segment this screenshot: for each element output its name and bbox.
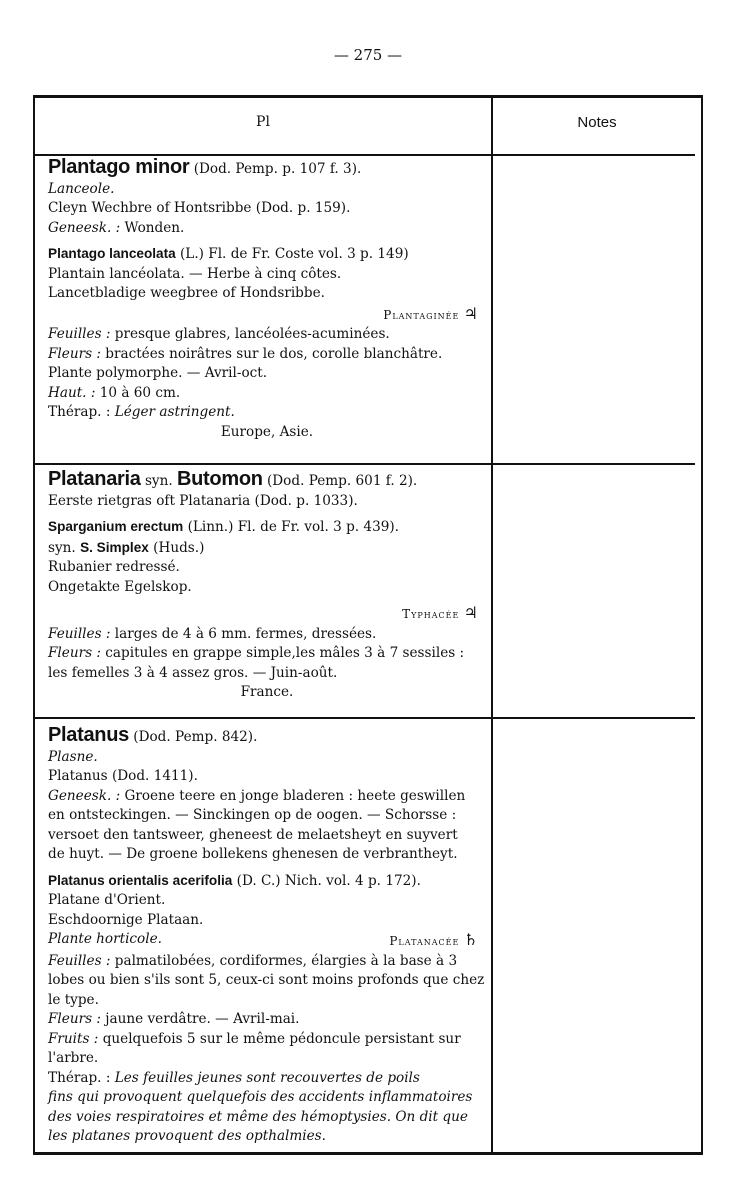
entry-heading: Platanus (Dod. Pemp. 842). [48, 724, 258, 746]
text-line: Plante polymorphe. — Avril-oct. [48, 365, 268, 381]
text-line: syn. S. Simplex (Huds.) [48, 539, 205, 556]
header-plant-column: Pl [256, 114, 270, 130]
text-line: fins qui provoquent quelquefois des accidents inflammatoires [48, 1089, 473, 1105]
text-line: Thérap. : Léger astringent. [48, 404, 235, 420]
entry-heading: Platanaria syn. Butomon (Dod. Pemp. 601 f. 2). [48, 468, 418, 490]
text-line: Fleurs : capitules en grappe simple,les mâles 3 à 7 sessiles : [48, 645, 465, 661]
text-line: Plante horticole. Platanacée ♄ [48, 930, 478, 949]
header-notes-column: Notes [577, 114, 617, 131]
text-line: Eerste rietgras oft Platanaria (Dod. p. 1033). [48, 492, 358, 509]
text-line: le type. [48, 991, 99, 1008]
notes-divider-1 [493, 463, 695, 465]
text-line: Haut. : 10 à 60 cm. [48, 384, 181, 401]
distribution: Europe, Asie. [220, 423, 314, 440]
text-line: Plantain lancéolata. — Herbe à cinq côtes. [48, 265, 342, 282]
text-line: versoet den tantsweer, gheneest de melaetsheyt en suyvert [48, 826, 458, 843]
section-divider-1 [35, 463, 491, 465]
notes-divider-2 [493, 717, 695, 719]
text-line: des voies respiratoires et même des hémoptysies. On dit que [48, 1108, 468, 1125]
text-line: Platane d'Orient. [48, 892, 166, 908]
text-line: Feuilles : presque glabres, lancéolées-acuminées. [48, 326, 390, 342]
text-line: en ontsteckingen. — Sinckingen op de oogen. — Schorsse : [48, 807, 457, 823]
text-line: Feuilles : palmatilobées, cordiformes, élargies à la base à 3 [48, 952, 458, 969]
perennial-symbol-icon: ♃ [463, 303, 478, 323]
text-line: de huyt. — De groene bollekens ghenesen de verbrantheyt. [48, 846, 458, 862]
text-line: Feuilles : larges de 4 à 6 mm. fermes, dressées. [48, 625, 377, 642]
text-line: Eschdoornige Plataan. [48, 911, 204, 928]
text-line: Sparganium erectum (Linn.) Fl. de Fr. vol. 3 p. 439). [48, 519, 400, 535]
page-number: — 275 — [333, 46, 403, 64]
entry-platanaria [48, 470, 486, 703]
text-line: Fleurs : bractées noirâtres sur le dos, corolle blanchâtre. [48, 345, 443, 362]
perennial-symbol-icon: ♃ [463, 603, 478, 622]
text-line: Rubanier redressé. [48, 559, 180, 575]
text-line: les femelles 3 à 4 assez gros. — Juin-août. [48, 664, 338, 681]
vernacular-name: Lanceole. [48, 180, 115, 197]
distribution: France. [240, 684, 294, 700]
text-line: Geneesk. : Wonden. [48, 219, 185, 236]
text-line: Platanus (Dod. 1411). [48, 768, 198, 784]
column-divider [491, 97, 493, 1153]
vernacular-name: Plasne. [48, 748, 98, 765]
text-line: Ongetakte Egelskop. [48, 578, 192, 595]
entry-plantago [48, 158, 486, 442]
text-line: Geneesk. : Groene teere en jonge bladeren : heete geswillen [48, 787, 466, 804]
text-line: Thérap. : Les feuilles jeunes sont recouvertes de poils [48, 1069, 420, 1086]
text-line: Platanus orientalis acerifolia (D. C.) Nich. vol. 4 p. 172). [48, 872, 421, 889]
section-divider-2 [35, 717, 491, 719]
entry-platanus [48, 726, 486, 1147]
text-line: Plantago lanceolata (L.) Fl. de Fr. Coste vol. 3 p. 149) [48, 246, 409, 262]
text-line: lobes ou bien s'ils sont 5, ceux-ci sont moins profonds que chez [48, 972, 485, 988]
text-line: les platanes provoquent des opthalmies. [48, 1128, 326, 1144]
family-label: Typhacée ♃ [402, 603, 478, 622]
text-line: l'arbre. [48, 1050, 99, 1066]
text-line: Fruits : quelquefois 5 sur le même pédoncule persistant sur [48, 1030, 461, 1047]
family-label: Plantaginée ♃ [383, 303, 478, 323]
text-line: Cleyn Wechbre of Hontsribbe (Dod. p. 159). [48, 200, 351, 216]
notes-header-rule [493, 154, 695, 156]
tree-symbol-icon: ♄ [463, 930, 478, 949]
text-line: Lancetbladige weegbree of Hondsribbe. [48, 285, 325, 301]
text-line: Fleurs : jaune verdâtre. — Avril-mai. [48, 1011, 300, 1027]
entry-heading: Plantago minor (Dod. Pemp. p. 107 f. 3). [48, 156, 362, 178]
